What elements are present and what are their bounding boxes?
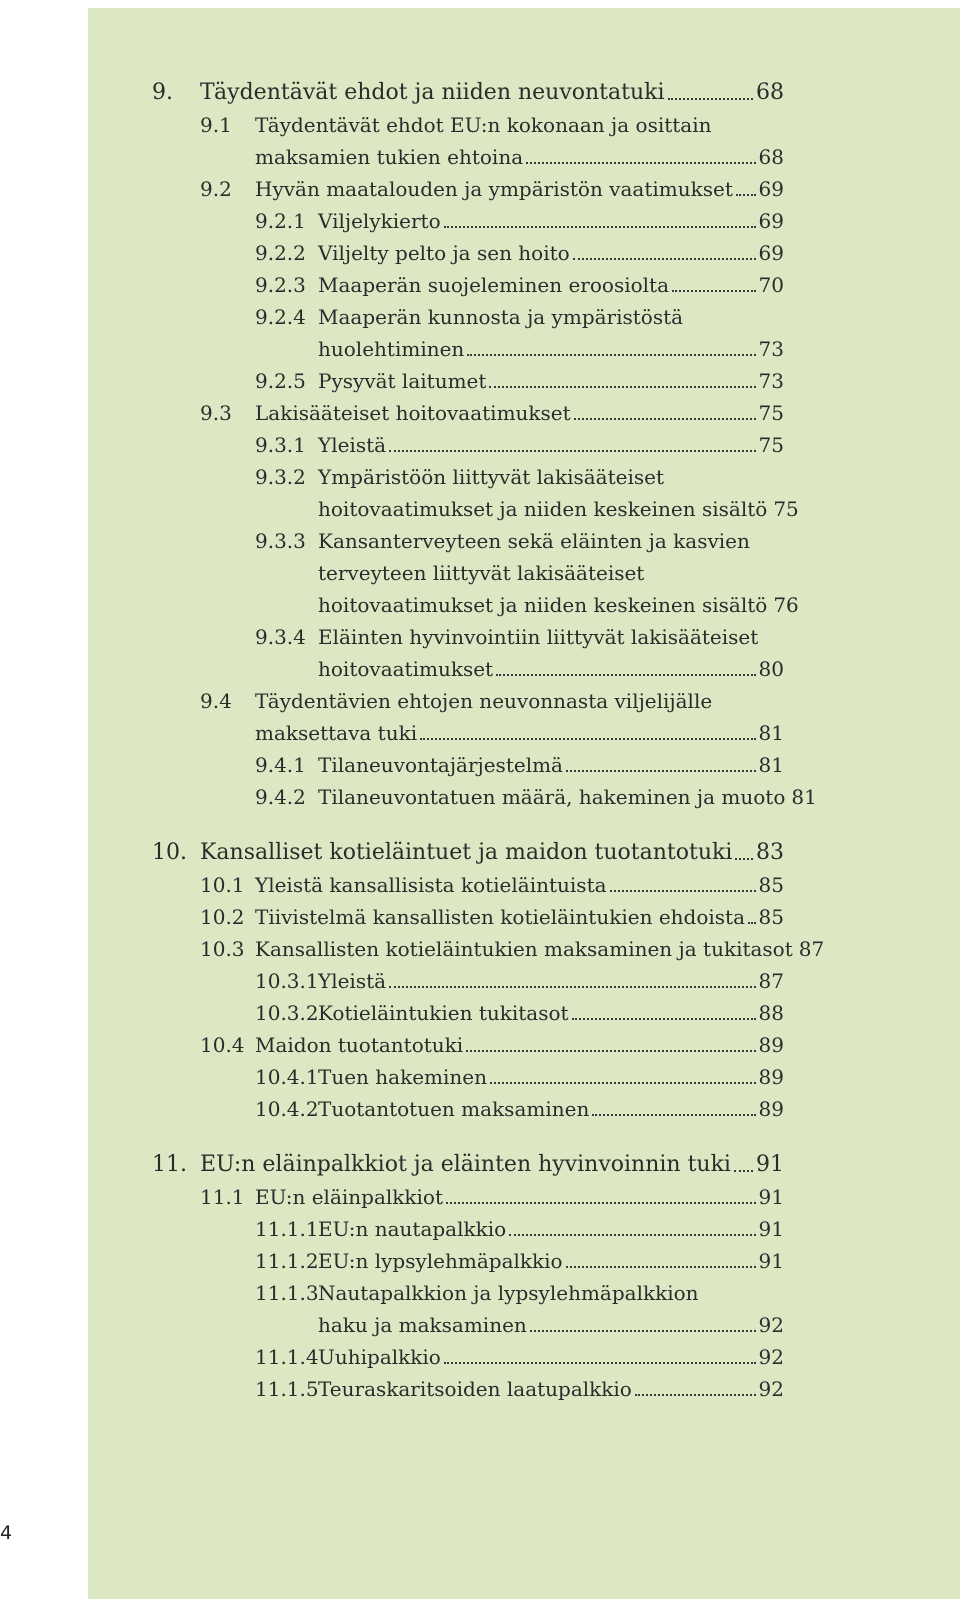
toc-entry-page: 87 — [758, 969, 784, 993]
dot-leader — [572, 1018, 756, 1020]
toc-entry[interactable] — [255, 304, 784, 330]
toc-entry-page: 69 — [758, 241, 784, 265]
toc-entry-title: Maidon tuotantotuki — [255, 1033, 464, 1057]
toc-entry-number: 9.3 — [200, 401, 232, 425]
toc-entry-number: 9.2 — [200, 177, 232, 201]
toc-entry[interactable] — [255, 752, 784, 778]
dot-leader — [467, 354, 755, 356]
toc-entry[interactable] — [255, 560, 784, 586]
toc-entry-title: Viljelty pelto ja sen hoito — [318, 241, 570, 265]
toc-entry[interactable] — [255, 1216, 784, 1242]
toc-entry-page: 80 — [758, 657, 784, 681]
toc-entry-page: 81 — [791, 785, 817, 809]
dot-leader — [566, 770, 756, 772]
toc-entry[interactable] — [255, 1376, 784, 1402]
toc-entry-title: Kotieläintukien tukitasot — [318, 1001, 569, 1025]
toc-entry-page: 75 — [773, 497, 799, 521]
toc-entry-title: Maaperän suojeleminen eroosiolta — [318, 273, 669, 297]
toc-entry-number: 9.3.2 — [255, 465, 306, 489]
toc-entry-number: 9.3.1 — [255, 433, 306, 457]
toc-entry[interactable] — [255, 1064, 784, 1090]
toc-entry[interactable] — [200, 176, 784, 202]
toc-entry[interactable] — [255, 592, 799, 618]
toc-entry-title: maksamien tukien ehtoina — [255, 145, 524, 169]
toc-entry-title: Kansanterveyteen sekä eläinten ja kasvien — [318, 529, 750, 553]
toc-entry-number: 11.1.3 — [255, 1281, 319, 1305]
toc-entry[interactable] — [255, 784, 817, 810]
toc-entry[interactable] — [200, 872, 784, 898]
toc-entry[interactable] — [255, 1312, 784, 1338]
toc-entry-number: 10.3.1 — [255, 969, 319, 993]
toc-entry[interactable] — [200, 720, 784, 746]
toc-entry-page: 76 — [773, 593, 799, 617]
dot-leader — [574, 418, 756, 420]
toc-entry[interactable] — [255, 1280, 784, 1306]
toc-entry[interactable] — [200, 936, 825, 962]
toc-entry-number: 9.1 — [200, 113, 232, 137]
toc-entry[interactable] — [255, 1344, 784, 1370]
toc-entry-page: 85 — [758, 905, 784, 929]
toc-entry-title: EU:n eläinpalkkiot — [255, 1185, 443, 1209]
toc-entry-page: 75 — [758, 401, 784, 425]
toc-entry-title: Täydentävät ehdot ja niiden neuvontatuki — [200, 80, 665, 105]
dot-leader — [610, 890, 756, 892]
dot-leader — [735, 858, 753, 860]
toc-entry-number: 9. — [152, 80, 173, 105]
dot-leader — [389, 450, 755, 452]
toc-entry-number: 9.4.1 — [255, 753, 306, 777]
toc-entry-title: hoitovaatimukset ja niiden keskeinen sisältö — [318, 593, 768, 617]
toc-entry[interactable] — [200, 112, 784, 138]
toc-entry-page: 89 — [758, 1033, 784, 1057]
dot-leader — [635, 1394, 756, 1396]
toc-entry-number: 10.4 — [200, 1033, 245, 1057]
toc-entry-title: Tilaneuvontatuen määrä, hakeminen ja muoto — [318, 785, 786, 809]
toc-entry[interactable] — [255, 368, 784, 394]
toc-entry-number: 9.2.3 — [255, 273, 306, 297]
toc-entry-number: 10.4.1 — [255, 1065, 319, 1089]
toc-entry-page: 83 — [756, 840, 784, 865]
toc-entry-page: 91 — [758, 1217, 784, 1241]
toc-entry[interactable] — [200, 904, 784, 930]
toc-entry[interactable] — [255, 240, 784, 266]
toc-entry-title: Tuen hakeminen — [318, 1065, 488, 1089]
toc-entry-page: 73 — [758, 369, 784, 393]
toc-entry[interactable] — [255, 208, 784, 234]
toc-entry-title: Yleistä — [318, 969, 387, 993]
toc-entry-title: Kansalliset kotieläintuet ja maidon tuotantotuki — [200, 840, 733, 865]
toc-entry[interactable] — [200, 1032, 784, 1058]
toc-entry[interactable] — [255, 432, 784, 458]
toc-entry-title: Tiivistelmä kansallisten kotieläintukien ehdoista — [255, 905, 745, 929]
dot-leader — [566, 1266, 756, 1268]
toc-entry-page: 81 — [758, 721, 784, 745]
toc-entry-number: 9.2.2 — [255, 241, 306, 265]
toc-entry-title: Täydentävät ehdot EU:n kokonaan ja osittain — [255, 113, 712, 137]
toc-entry-page: 91 — [758, 1185, 784, 1209]
toc-entry-title: hoitovaatimukset — [318, 657, 494, 681]
toc-entry-page: 68 — [758, 145, 784, 169]
toc-entry[interactable] — [255, 1248, 784, 1274]
toc-entry-number: 10.3.2 — [255, 1001, 319, 1025]
toc-entry-number: 9.4.2 — [255, 785, 306, 809]
toc-entry-number: 11. — [152, 1152, 187, 1177]
toc-entry-number: 10.3 — [200, 937, 245, 961]
toc-entry-page: 92 — [758, 1377, 784, 1401]
toc-entry-number: 11.1.5 — [255, 1377, 319, 1401]
toc-entry-page: 70 — [758, 273, 784, 297]
toc-entry-title: EU:n eläinpalkkiot ja eläinten hyvinvoinnin tuki — [200, 1152, 731, 1177]
toc-entry[interactable] — [200, 144, 784, 170]
toc-entry-number: 9.2.4 — [255, 305, 306, 329]
toc-entry-number: 10. — [152, 840, 187, 865]
toc-entry-title: hoitovaatimukset ja niiden keskeinen sisältö — [318, 497, 768, 521]
toc-entry-title: Nautapalkkion ja lypsylehmäpalkkion — [318, 1281, 699, 1305]
toc-entry-title: maksettava tuki — [255, 721, 418, 745]
toc-entry-page: 69 — [758, 177, 784, 201]
toc-entry-title: EU:n lypsylehmäpalkkio — [318, 1249, 563, 1273]
toc-entry-title: Maaperän kunnosta ja ympäristöstä — [318, 305, 684, 329]
toc-entry-title: Ympäristöön liittyvät lakisääteiset — [318, 465, 665, 489]
toc-entry[interactable] — [255, 464, 784, 490]
toc-entry[interactable] — [255, 968, 784, 994]
dot-leader — [444, 226, 756, 228]
toc-entry-title: Pysyvät laitumet — [318, 369, 487, 393]
dot-leader — [668, 98, 753, 100]
toc-entry-title: Yleistä kansallisista kotieläintuista — [255, 873, 607, 897]
dot-leader — [734, 1170, 753, 1172]
toc-entry-title: Tilaneuvontajärjestelmä — [318, 753, 563, 777]
toc-entry-page: 85 — [758, 873, 784, 897]
toc-entry-title: Teuraskaritsoiden laatupalkkio — [318, 1377, 632, 1401]
toc-entry[interactable] — [200, 1184, 784, 1210]
dot-leader — [466, 1050, 755, 1052]
toc-entry-title: Kansallisten kotieläintukien maksaminen ja tukitasot — [255, 937, 793, 961]
toc-entry-title: Tuotantotuen maksaminen — [318, 1097, 590, 1121]
dot-leader — [573, 258, 756, 260]
dot-leader — [526, 162, 755, 164]
toc-entry-title: Viljelykierto — [318, 209, 441, 233]
toc-entry-title: Hyvän maatalouden ja ympäristön vaatimukset — [255, 177, 733, 201]
toc-entry[interactable] — [200, 400, 784, 426]
toc-entry-page: 81 — [758, 753, 784, 777]
toc-entry-page: 88 — [758, 1001, 784, 1025]
dot-leader — [530, 1330, 756, 1332]
toc-entry-title: Yleistä — [318, 433, 387, 457]
dot-leader — [490, 1082, 756, 1084]
toc-entry-page: 87 — [798, 937, 825, 961]
dot-leader — [446, 1202, 756, 1204]
toc-entry-title: EU:n nautapalkkio — [318, 1217, 507, 1241]
toc-entry[interactable] — [255, 336, 784, 362]
toc-entry[interactable] — [255, 624, 784, 650]
toc-entry-page: 91 — [758, 1249, 784, 1273]
toc-entry-number: 11.1.2 — [255, 1249, 319, 1273]
toc-entry-page: 73 — [758, 337, 784, 361]
dot-leader — [736, 194, 756, 196]
toc-entry-title: Uuhipalkkio — [318, 1345, 441, 1369]
page-number: 4 — [0, 1522, 13, 1544]
toc-entry-page: 75 — [758, 433, 784, 457]
toc-entry[interactable] — [200, 688, 784, 714]
toc-entry[interactable] — [152, 840, 784, 866]
toc-entry-number: 11.1 — [200, 1185, 245, 1209]
toc-entry-title: Täydentävien ehtojen neuvonnasta viljelijälle — [255, 689, 713, 713]
toc-entry[interactable] — [152, 1152, 784, 1178]
dot-leader — [489, 386, 755, 388]
dot-leader — [748, 922, 756, 924]
toc-entry-page: 89 — [758, 1097, 784, 1121]
toc-entry[interactable] — [255, 656, 784, 682]
dot-leader — [592, 1114, 755, 1116]
toc-entry-number: 10.2 — [200, 905, 245, 929]
toc-entry-number: 9.3.3 — [255, 529, 306, 553]
dot-leader — [444, 1362, 756, 1364]
toc-entry[interactable] — [152, 80, 784, 106]
dot-leader — [496, 674, 755, 676]
toc-entry[interactable] — [255, 272, 784, 298]
toc-entry-page: 91 — [756, 1152, 784, 1177]
toc-entry-page: 68 — [756, 80, 784, 105]
dot-leader — [509, 1234, 755, 1236]
toc-entry-number: 9.3.4 — [255, 625, 306, 649]
toc-entry[interactable] — [255, 496, 799, 522]
toc-entry[interactable] — [255, 1000, 784, 1026]
toc-entry-title: Lakisääteiset hoitovaatimukset — [255, 401, 571, 425]
toc-entry-number: 10.1 — [200, 873, 245, 897]
toc-entry-title: terveyteen liittyvät lakisääteiset — [318, 561, 645, 585]
toc-entry-title: haku ja maksaminen — [318, 1313, 527, 1337]
toc-entry-number: 10.4.2 — [255, 1097, 319, 1121]
toc-entry-number: 9.2.5 — [255, 369, 306, 393]
toc-entry-number: 9.4 — [200, 689, 232, 713]
toc-entry-number: 11.1.1 — [255, 1217, 319, 1241]
dot-leader — [672, 290, 756, 292]
toc-entry[interactable] — [255, 1096, 784, 1122]
toc-entry-number: 9.2.1 — [255, 209, 306, 233]
toc-entry-number: 11.1.4 — [255, 1345, 319, 1369]
toc-entry-title: huolehtiminen — [318, 337, 465, 361]
toc-entry-page: 69 — [758, 209, 784, 233]
toc-entry-page: 89 — [758, 1065, 784, 1089]
dot-leader — [389, 986, 755, 988]
toc-entry[interactable] — [255, 528, 784, 554]
toc-entry-page: 92 — [758, 1345, 784, 1369]
dot-leader — [420, 738, 755, 740]
toc-entry-page: 92 — [758, 1313, 784, 1337]
toc-entry-title: Eläinten hyvinvointiin liittyvät lakisääteiset — [318, 625, 759, 649]
